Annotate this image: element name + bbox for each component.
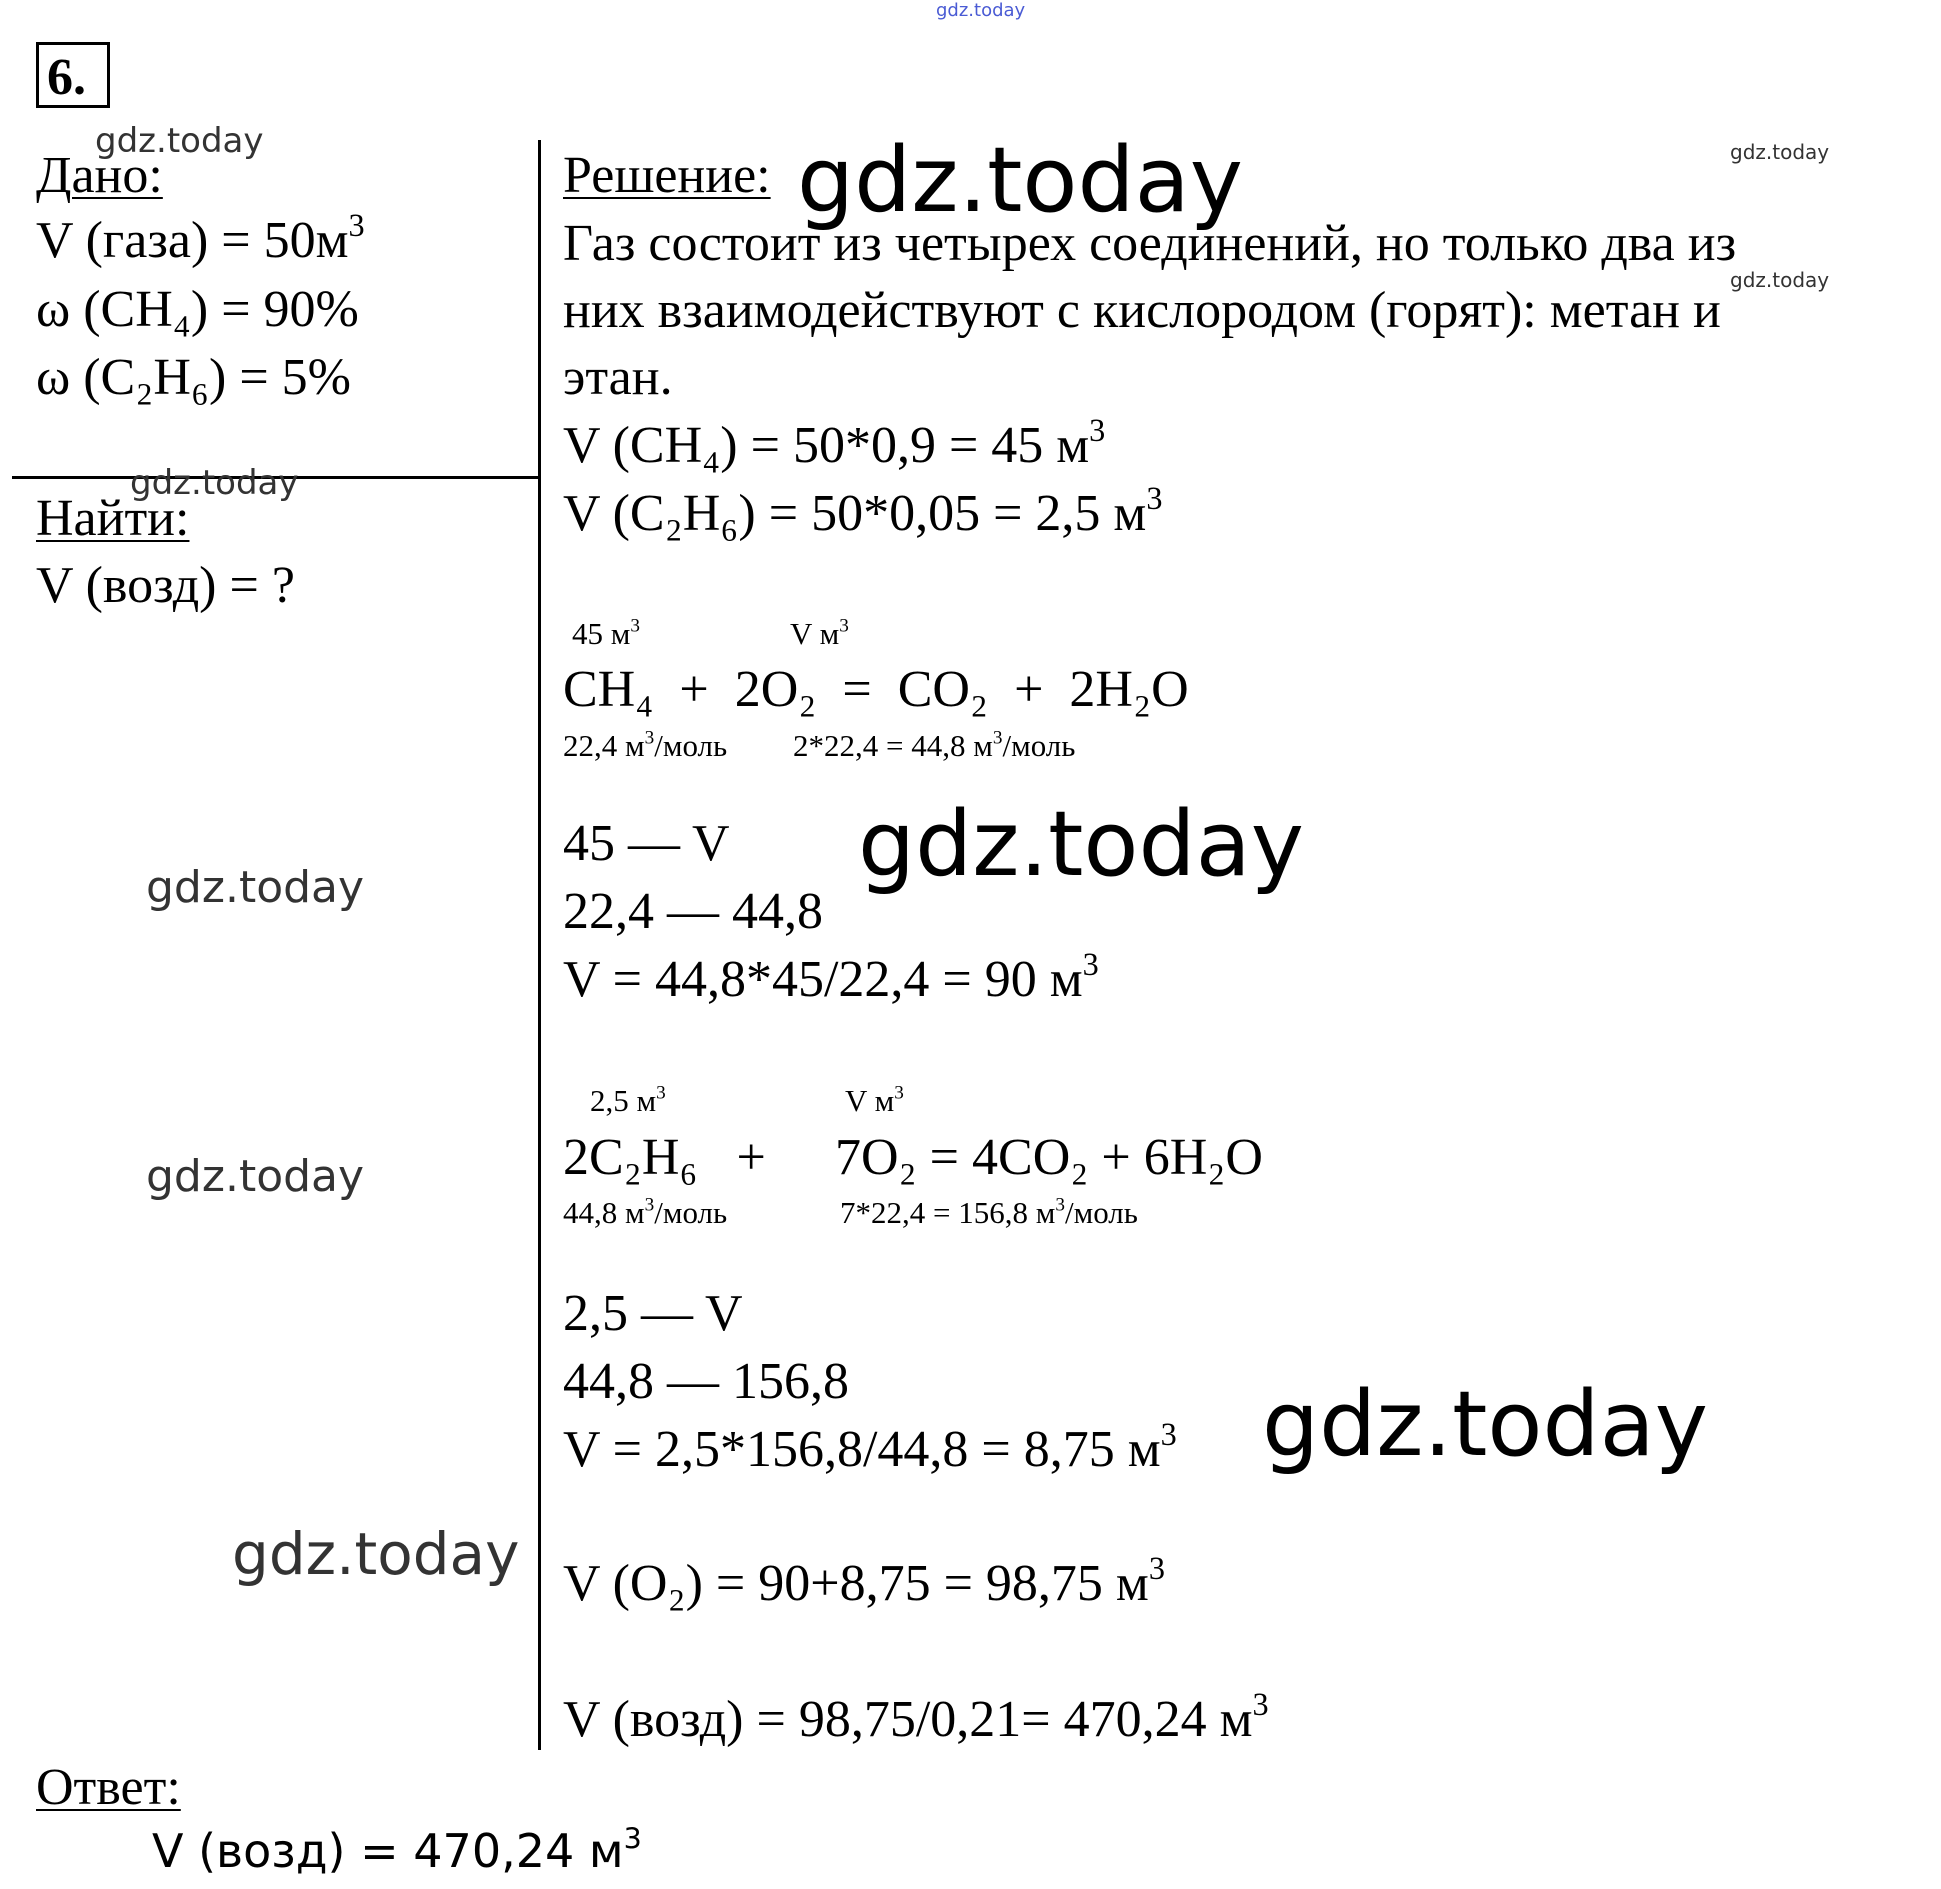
find-line: V (возд) = ? xyxy=(36,557,295,614)
reaction2-below-right: 7*22,4 = 156,8 $м^3$/моль xyxy=(840,1194,1138,1230)
solution-heading: Решение: xyxy=(563,147,771,204)
v-o2-line: V (O₂) = 90+8,75 = 98,75 $м^3$ xyxy=(563,1550,1165,1612)
given-line-gas-volume: V (газа) = $50м^3$ xyxy=(36,207,365,269)
proportion2-line-2: 44,8 — 156,8 xyxy=(563,1353,849,1410)
v-air-line: V (возд) = 98,75/0,21= 470,24 $м^3$ xyxy=(563,1686,1269,1748)
problem-number: 6. xyxy=(47,49,86,106)
given-line-ch4: ω (CH₄) = 90% xyxy=(36,281,359,338)
reaction2-above-left: 2,5 $м^3$ xyxy=(590,1082,666,1118)
solution-intro-line-2: них взаимодействуют с кислородом (горят): метан и xyxy=(563,282,1721,339)
reaction1-below-left: 22,4 $м^3$/моль xyxy=(563,727,728,763)
watermark-small-right-2: gdz.today xyxy=(1730,268,1830,292)
vertical-divider xyxy=(538,140,541,1750)
v-c2h6-line: V (C₂H₆) = 50*0,05 = 2,5 $м^3$ xyxy=(563,480,1163,542)
reaction2-equation-right: 7O₂ = 4CO₂ + 6H₂O xyxy=(835,1129,1263,1186)
reaction2-equation-left: 2C₂H₆ + xyxy=(563,1129,766,1186)
answer-heading: Ответ: xyxy=(36,1759,181,1816)
find-heading: Найти: xyxy=(36,490,190,547)
solution-intro-line-3: этан. xyxy=(563,349,673,406)
watermark-find: gdz.today xyxy=(130,463,299,503)
proportion2-line-3: V = 2,5*156,8/44,8 = 8,75 $м^3$ xyxy=(563,1416,1177,1478)
proportion1-line-1: 45 — V xyxy=(563,815,730,872)
watermark-top: gdz.today xyxy=(936,0,1026,21)
reaction1-above-left: 45 $м^3$ xyxy=(572,615,640,651)
reaction1-above-right: V $м^3$ xyxy=(790,615,849,651)
watermark-left-2: gdz.today xyxy=(146,1151,365,1202)
reaction2-above-right: V $м^3$ xyxy=(845,1082,904,1118)
solution-intro-line-1: Газ состоит из четырех соединений, но только два из xyxy=(563,215,1737,272)
watermark-left-3: gdz.today xyxy=(232,1520,520,1588)
proportion2-line-1: 2,5 — V xyxy=(563,1285,743,1342)
watermark-given: gdz.today xyxy=(95,121,264,161)
watermark-left-1: gdz.today xyxy=(146,862,365,913)
watermark-large-3: gdz.today xyxy=(1262,1372,1709,1477)
given-line-c2h6: ω (C₂H₆) = 5% xyxy=(36,349,351,406)
given-heading: Дано: xyxy=(36,147,163,204)
v-ch4-line: V (CH₄) = 50*0,9 = 45 $м^3$ xyxy=(563,412,1106,474)
reaction2-below-left: 44,8 $м^3$/моль xyxy=(563,1194,728,1230)
reaction1-below-right: 2*22,4 = 44,8 $м^3$/моль xyxy=(793,727,1076,763)
reaction1-equation: CH₄ + 2O₂ = CO₂ + 2H₂O xyxy=(563,661,1189,718)
proportion1-line-3: V = 44,8*45/22,4 = 90 $м^3$ xyxy=(563,946,1099,1008)
watermark-large-1: gdz.today xyxy=(797,128,1244,233)
watermark-small-right-1: gdz.today xyxy=(1730,140,1830,164)
answer-line: V (возд) = 470,24 $м^3$ xyxy=(152,1822,642,1878)
proportion1-line-2: 22,4 — 44,8 xyxy=(563,883,823,940)
watermark-large-2: gdz.today xyxy=(858,792,1305,897)
